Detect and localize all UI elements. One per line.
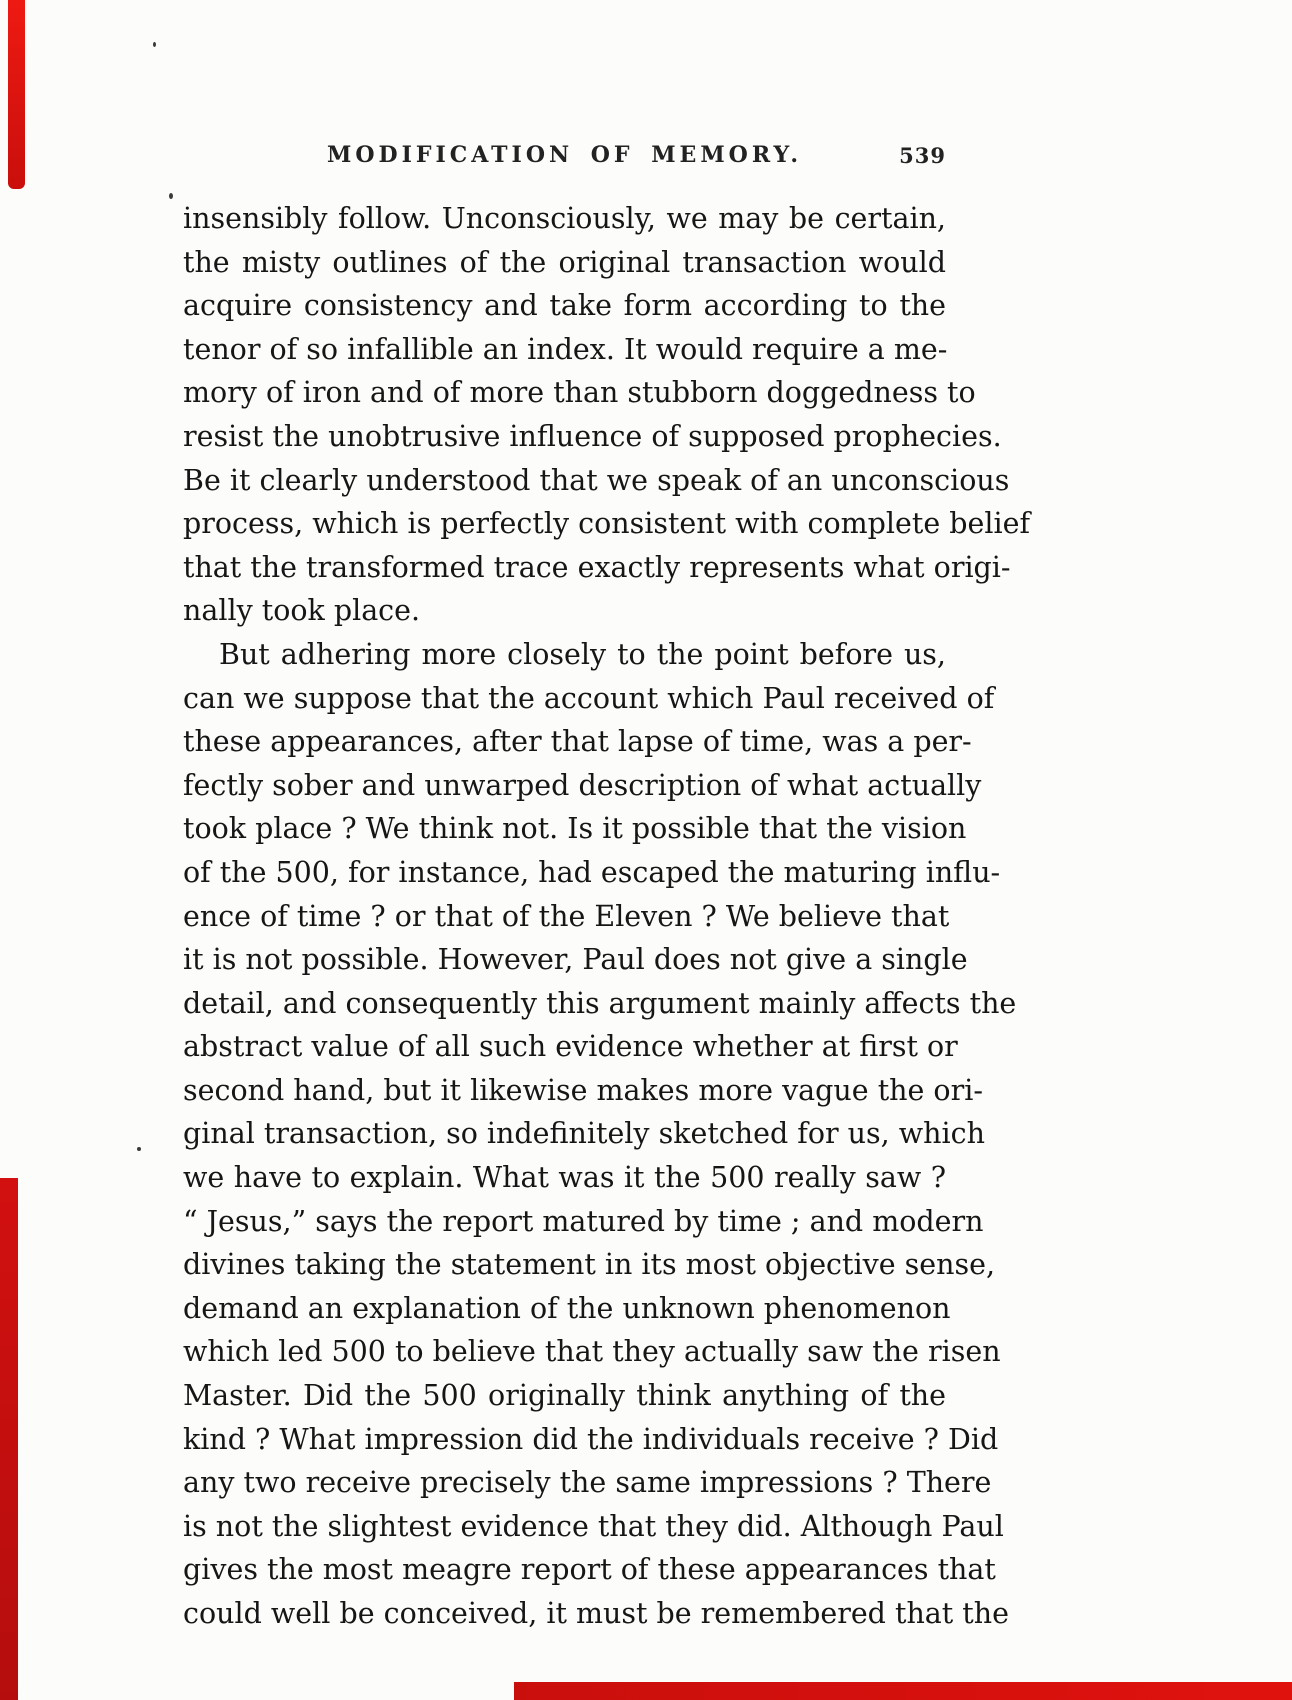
text-line: kind ? What impression did the individuals receive ? Did xyxy=(183,1422,999,1456)
text-line: the misty outlines of the original transaction would xyxy=(183,245,946,279)
text-line: abstract value of all such evidence whether at first or xyxy=(183,1030,958,1064)
text-line: Be it clearly understood that we speak of an unconscious xyxy=(183,463,1010,497)
scan-speck xyxy=(153,42,156,47)
text-line: ginal transaction, so indefinitely sketched for us, which xyxy=(183,1117,985,1151)
page-number: 539 xyxy=(899,143,946,168)
text-line: we have to explain. What was it the 500 really saw ? xyxy=(183,1161,946,1195)
text-line: resist the unobtrusive influence of supposed prophecies. xyxy=(183,419,1002,453)
scan-speck xyxy=(169,193,173,199)
scan-edge-mark-top-left xyxy=(8,0,25,189)
text-line: it is not possible. However, Paul does not give a single xyxy=(183,943,968,977)
text-line: that the transformed trace exactly represents what origi- xyxy=(183,550,1011,584)
text-line: ence of time ? or that of the Eleven ? We believe that xyxy=(183,899,950,933)
text-line: these appearances, after that lapse of time, was a per- xyxy=(183,725,972,759)
running-header xyxy=(183,142,946,174)
page-body xyxy=(183,197,1031,1636)
text-line: insensibly follow. Unconsciously, we may be certain, xyxy=(183,202,946,235)
text-line: Master. Did the 500 originally think anything of the xyxy=(183,1379,946,1413)
text-line: But adhering more closely to the point before us, xyxy=(219,637,946,671)
text-line: of the 500, for instance, had escaped the maturing influ- xyxy=(183,855,1001,889)
text-line: is not the slightest evidence that they did. Although Paul xyxy=(183,1509,1004,1543)
text-line: tenor of so infallible an index. It would require a me- xyxy=(183,332,948,366)
scan-edge-mark-bottom xyxy=(514,1682,1292,1700)
text-line: any two receive precisely the same impressions ? There xyxy=(183,1466,992,1500)
text-line: which led 500 to believe that they actually saw the risen xyxy=(183,1335,1001,1369)
text-line: could well be conceived, it must be remembered that the xyxy=(183,1597,1009,1630)
scan-edge-mark-bottom-left xyxy=(0,1178,18,1700)
page-title: MODIFICATION OF MEMORY. xyxy=(327,142,802,168)
text-line: demand an explanation of the unknown phenomenon xyxy=(183,1291,951,1325)
text-line: divines taking the statement in its most objective sense, xyxy=(183,1248,996,1282)
text-line: fectly sober and unwarped description of what actually xyxy=(183,768,982,802)
text-line: can we suppose that the account which Paul received of xyxy=(183,681,995,715)
text-line: second hand, but it likewise makes more vague the ori- xyxy=(183,1073,983,1107)
text-line: process, which is perfectly consistent with complete belief xyxy=(183,507,1031,541)
text-line: gives the most meagre report of these appearances that xyxy=(183,1553,996,1587)
text-line: acquire consistency and take form according to the xyxy=(183,289,946,323)
text-line: took place ? We think not. Is it possible that the vision xyxy=(183,812,967,846)
text-line: nally took place. xyxy=(183,594,421,628)
text-line: mory of iron and of more than stubborn doggedness to xyxy=(183,376,976,410)
text-line: “ Jesus,” says the report matured by time ; and modern xyxy=(183,1204,984,1238)
scan-speck xyxy=(137,1147,141,1151)
text-line: detail, and consequently this argument mainly affects the xyxy=(183,986,1017,1020)
